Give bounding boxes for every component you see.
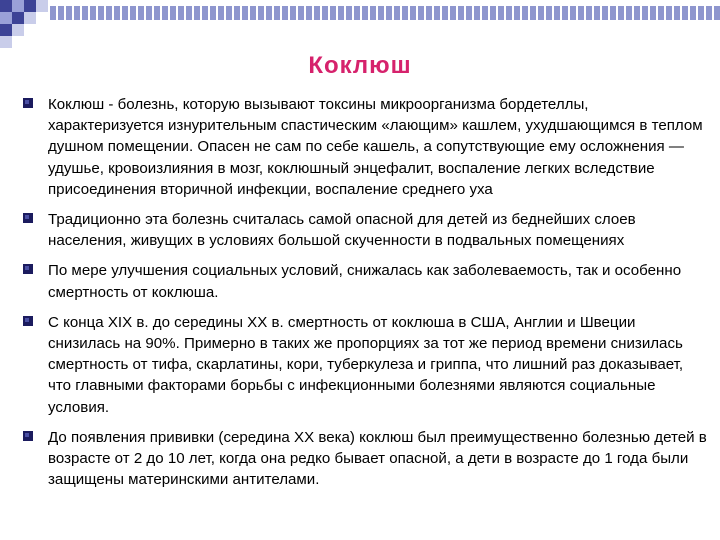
decorative-striped-bar xyxy=(50,6,720,20)
bullet-text: С конца XIX в. до середины XX в. смертность от коклюша в США, Англии и Швеции снизилась на 90%. Примерно в таких же пропорциях за тот же период времени снизилась смертность от тифа, скарлатины, кори, туберкулеза и гриппа, что лишний раз доказывает, что главными факторами борьбы с инфекционными болезнями являются социальные условия. xyxy=(48,313,684,416)
square-bullet-icon xyxy=(23,431,33,441)
square-bullet-icon xyxy=(23,98,33,108)
square-bullet-icon xyxy=(23,316,33,326)
bullet-item xyxy=(22,260,707,302)
bullet-item xyxy=(22,94,707,200)
square-bullet-icon xyxy=(23,213,33,223)
bullet-text: До появления прививки (середина XX века) коклюш был преимущественно болезнью детей в возрасте от 2 до 10 лет, когда она редко бывает опасной, а дети в возрасте до 1 года были защищены материнскими антителами. xyxy=(48,428,707,489)
bullet-text: Традиционно эта болезнь считалась самой опасной для детей из беднейших слоев населения, живущих в условиях большой скученности в подвальных помещениях xyxy=(48,211,636,250)
bullet-text: По мере улучшения социальных условий, снижалась как заболеваемость, так и особенно смертность от коклюша. xyxy=(48,262,682,301)
bullet-item xyxy=(22,312,707,418)
bullet-text: Коклюш - болезнь, которую вызывают токсины микроорганизма бордетеллы, характеризуется изнурительным спастическим «лающим» кашлем, ухудшающимся в теплом душном помещении. Опасен не сам по себе кашель, а сопутствующие ему осложнения — удушье, кровоизлияния в мозг, коклюшный энцефалит, воспаление легких вследствие присоединения вторичной инфекции, воспаление среднего уха xyxy=(48,96,703,198)
square-bullet-icon xyxy=(23,264,33,274)
bullet-item xyxy=(22,209,707,251)
bullet-list xyxy=(22,94,707,499)
slide-title: Коклюш xyxy=(308,52,412,79)
bullet-item xyxy=(22,427,707,491)
